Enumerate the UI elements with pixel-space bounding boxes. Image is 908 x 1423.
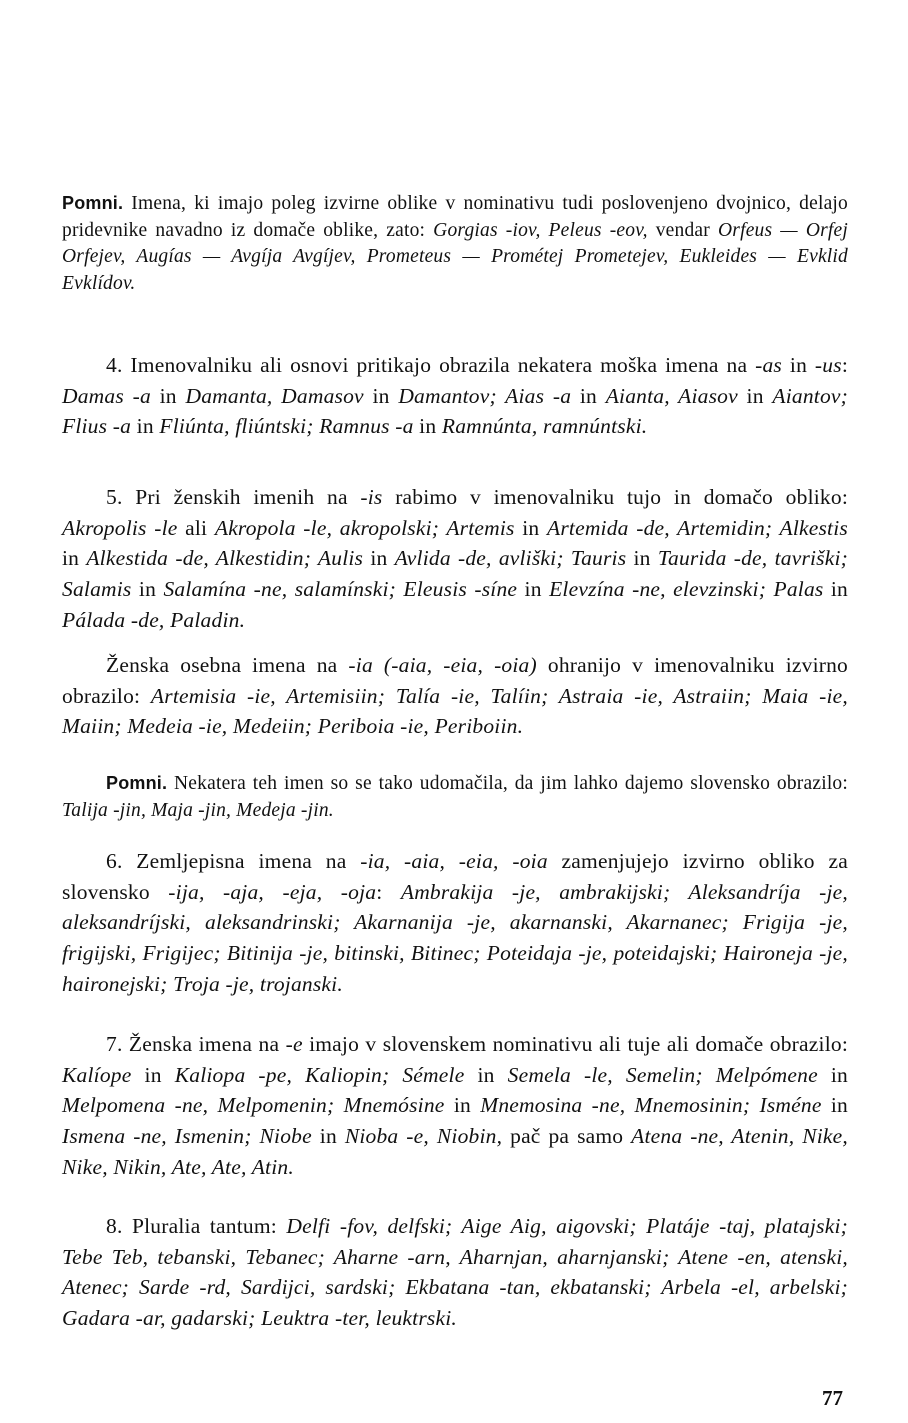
paragraph-7 <box>62 1029 848 1183</box>
italic-term: Artemisia -ie, Artemisiin; Talía -ie, Talíin; Astraia -ie, Astraiin; Maia -ie, Maiin; Medeia -ie, Medeiin; Periboia -ie, Periboiin. <box>62 683 849 739</box>
italic-term: -e <box>285 1032 303 1056</box>
text-run: in <box>517 577 550 602</box>
italic-term: Artemida -de, Artemidin; Alkestis <box>547 515 848 540</box>
text-run: in <box>514 515 547 540</box>
paragraph-5 <box>62 482 848 636</box>
italic-term: Mnemosina -ne, Mnemosinin; Isméne <box>480 1093 822 1118</box>
paragraph-text <box>62 653 848 738</box>
text-run: pač pa samo <box>502 1124 632 1149</box>
text-run: in <box>131 414 160 439</box>
text-run: zamenjujejo izvirno obliko za slovensko <box>62 849 848 904</box>
italic-term: Talija -jin, Maja -jin, Medeja -jin. <box>62 799 334 821</box>
italic-term: -as <box>755 353 783 377</box>
italic-term: Gorgias -iov, Peleus -eov, <box>433 219 648 241</box>
italic-term: Damanta, Damasov <box>185 383 364 408</box>
text-run: in <box>823 577 848 602</box>
text-run: in <box>131 577 164 602</box>
text-run: in <box>821 1093 849 1118</box>
text-run: vendar <box>647 219 718 241</box>
page-number: 77 <box>822 1386 843 1410</box>
note-text <box>62 193 848 294</box>
text-run: 5. Pri ženskih imenih na <box>106 485 361 509</box>
text-run: in <box>444 1093 481 1118</box>
text-run: in <box>363 546 395 571</box>
paragraph-text <box>62 353 848 438</box>
italic-term: -us <box>814 353 842 377</box>
text-run: in <box>413 414 442 439</box>
italic-term: Aianta, Aiasov <box>605 383 738 408</box>
text-run: in <box>62 546 87 571</box>
text-run: ohranijo v imenovalniku izvirno obrazilo: <box>62 653 849 708</box>
italic-term: Orfeus — Orfej Orfejev, Augías — Avgíja Avgíjev, Prometeus — Prométej Prometejev, Eukleides — Evklid Evklídov. <box>62 219 849 294</box>
paragraph-text <box>62 1214 848 1330</box>
italic-term: Damantov; Aias -a <box>398 383 572 408</box>
paragraph-text <box>62 849 848 996</box>
italic-term: Ramnúnta, ramnúntski. <box>441 414 648 439</box>
text-run: 7. Ženska imena na <box>106 1032 286 1056</box>
italic-term: Damas -a <box>62 383 151 408</box>
italic-term: Akropolis -le <box>62 515 178 540</box>
italic-term: Akropola -le, akropolski; Artemis <box>214 515 515 540</box>
text-run: 6. Zemljepisna imena na <box>106 849 361 873</box>
italic-term: Pálada -de, Paladin. <box>62 607 246 632</box>
italic-term: Aiantov; Flius -a <box>62 383 849 439</box>
italic-term: Avlida -de, avliški; Tauris <box>394 546 627 571</box>
text-run: in <box>150 383 186 408</box>
italic-term: -ia, -aia, -eia, -oia <box>360 849 548 873</box>
text-run: in <box>782 353 815 377</box>
paragraph-text <box>62 485 848 632</box>
italic-term: -is <box>360 485 383 509</box>
italic-term: Kaliopa -pe, Kaliopin; Sémele <box>174 1062 465 1087</box>
text-run: 4. Imenovalniku ali osnovi pritikajo obrazila nekatera moška imena na <box>106 353 756 377</box>
paragraph-6 <box>62 846 848 1000</box>
italic-term: Salamína -ne, salamínski; Eleusis -síne <box>163 577 518 602</box>
text-run: in <box>363 383 399 408</box>
italic-term: Delfi -fov, delfski; Aige Aig, aigovski; Platáje -taj, platajski; Tebe Teb, tebanski, Tebanec; Aharne -arn, Aharnjan, aharnjanski; Atene -en, atenski, Atenec; Sarde -rd, Sardijci, sardski; Ekbatana -tan, ekbatanski; Arbela -el, arbelski; Gadara -ar, gadarski; Leuktra -ter, leuktrski. <box>62 1214 848 1331</box>
text-run: ali <box>177 515 215 540</box>
italic-term: -ia (-aia, -eia, -oia) <box>348 653 537 677</box>
text-run: in <box>571 383 606 408</box>
text-run: Nekatera teh imen so se tako udomačila, da jim lahko dajemo slovensko obrazilo: <box>167 773 848 794</box>
italic-term: Semela -le, Semelin; Melpómene <box>507 1062 818 1087</box>
paragraph-4 <box>62 350 848 442</box>
text-run: in <box>311 1124 345 1149</box>
paragraph-5-continued <box>62 650 848 742</box>
text-run: Imena, ki imajo poleg izvirne oblike v nominativu tudi poslovenjeno dvojnico, delajo pridevnike navadno iz domače oblike, zato: <box>62 193 848 241</box>
text-run: rabimo v imenovalniku tujo in domačo obliko: <box>382 485 848 509</box>
note-text <box>62 773 848 821</box>
italic-term: Elevzína -ne, elevzinski; Palas <box>549 577 824 602</box>
italic-term: Kalíope <box>62 1062 132 1087</box>
text-run: 8. Pluralia tantum: <box>106 1214 287 1238</box>
text-run: : <box>376 879 401 904</box>
text-run: Ženska osebna imena na <box>106 653 349 677</box>
italic-term: Fliúnta, fliúntski; Ramnus -a <box>159 414 414 439</box>
text-run: in <box>737 383 773 408</box>
note-pomni-1 <box>62 190 848 297</box>
paragraph-8 <box>62 1211 848 1334</box>
italic-term: Ismena -ne, Ismenin; Niobe <box>62 1124 312 1149</box>
note-lead: Pomni. <box>62 193 124 213</box>
italic-term: Ambrakija -je, ambrakijski; Aleksandríja -je, aleksandríjski, aleksandrinski; Akarnanija -je, akarnanski, Akarnanec; Frigija -je, frigijski, Frigijec; Bitinija -je, bitinski, Bitinec; Poteidaja -je, poteidajski; Haironeja -je, haironejski; Troja -je, trojanski. <box>62 879 849 996</box>
italic-term: Melpomena -ne, Melpomenin; Mnemósine <box>62 1093 445 1118</box>
text-run: : <box>841 353 848 377</box>
italic-term: Alkestida -de, Alkestidin; Aulis <box>86 546 364 571</box>
text-run: in <box>131 1062 175 1087</box>
note-lead: Pomni. <box>106 773 168 793</box>
italic-term: Taurida -de, tavriški; Salamis <box>62 546 849 602</box>
paragraph-text <box>62 1032 848 1179</box>
text-run: in <box>817 1062 849 1087</box>
text-run: in <box>626 546 658 571</box>
italic-term: Atena -ne, Atenin, Nike, Nike, Nikin, Ate, Ate, Atin. <box>62 1124 848 1179</box>
note-pomni-2 <box>62 770 848 824</box>
text-run: imajo v slovenskem nominativu ali tuje ali domače obrazilo: <box>302 1032 848 1056</box>
italic-term: -ija, -aja, -eja, -oja <box>168 879 377 904</box>
italic-term: Nioba -e, Niobin, <box>344 1124 503 1149</box>
text-run: in <box>464 1062 508 1087</box>
